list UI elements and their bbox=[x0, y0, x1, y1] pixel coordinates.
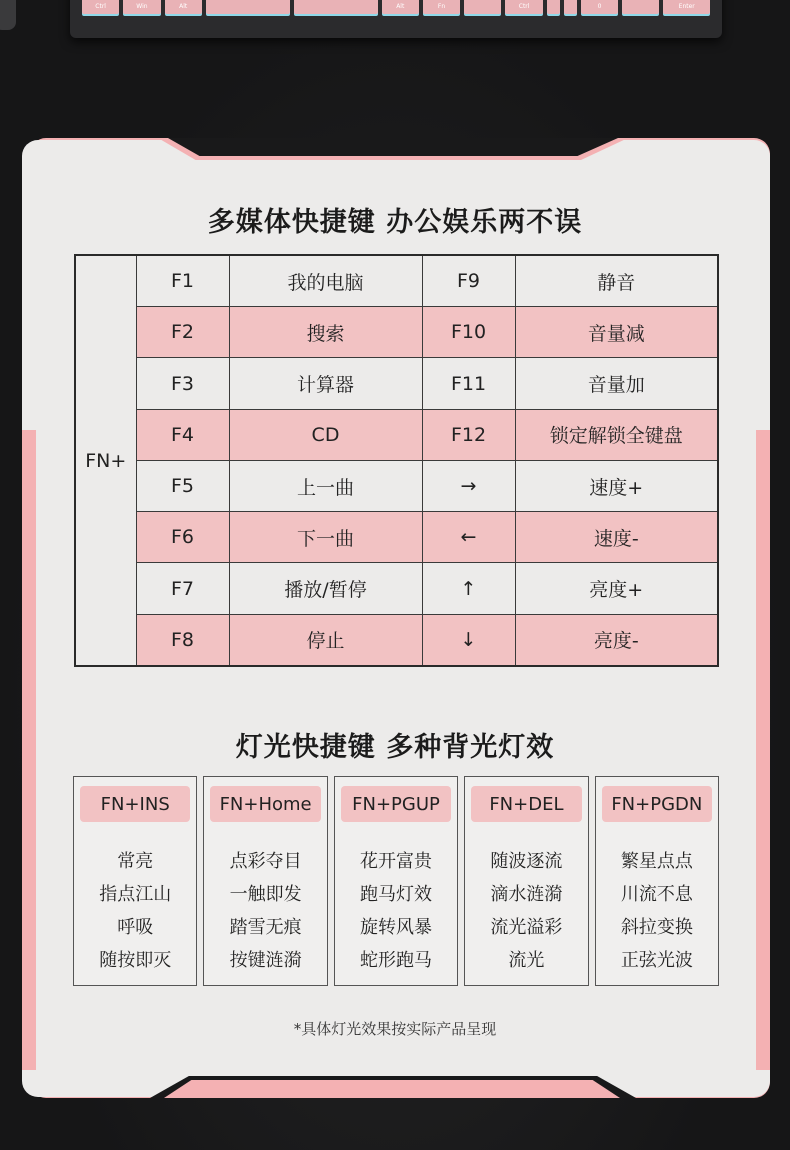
shortcut-function-cell: CD bbox=[229, 409, 422, 460]
keycap: Win bbox=[123, 0, 160, 14]
keycap: 0 bbox=[581, 0, 618, 14]
table-row bbox=[75, 307, 718, 358]
shortcut-function-cell: 音量加 bbox=[515, 358, 718, 409]
lighting-effect-list bbox=[335, 845, 457, 977]
shortcut-key-cell: F1 bbox=[136, 255, 229, 307]
table-row bbox=[75, 614, 718, 666]
keycap: Ctrl bbox=[82, 0, 119, 14]
lighting-shortcut-key: FN+PGDN bbox=[602, 786, 712, 822]
lighting-effect-list bbox=[74, 845, 196, 977]
shortcut-key-cell: F4 bbox=[136, 409, 229, 460]
multimedia-title: 多媒体快捷键 办公娱乐两不误 bbox=[207, 207, 583, 238]
list-item: 踏雪无痕 bbox=[229, 917, 302, 938]
list-item: 斜拉变换 bbox=[620, 917, 693, 938]
shortcut-function-cell: 速度+ bbox=[515, 460, 718, 511]
list-item: 呼吸 bbox=[117, 917, 154, 938]
list-item: 随按即灭 bbox=[99, 950, 172, 971]
card-top-notch-cutout bbox=[168, 138, 618, 156]
table-row bbox=[75, 460, 718, 511]
card-bottom-notch bbox=[164, 1080, 620, 1098]
list-item: 按键涟漪 bbox=[229, 950, 302, 971]
keycap: Alt bbox=[382, 0, 419, 14]
list-item: 正弦光波 bbox=[620, 950, 693, 971]
shortcut-function-cell: 速度- bbox=[515, 512, 718, 563]
list-item: 蛇形跑马 bbox=[360, 950, 433, 971]
shortcut-key-cell: F8 bbox=[136, 614, 229, 666]
disclaimer-note: *具体灯光效果按实际产品呈现 bbox=[293, 1020, 497, 1038]
lighting-effect-box bbox=[464, 776, 588, 986]
shortcut-key-cell: F10 bbox=[422, 307, 515, 358]
shortcut-function-cell: 我的电脑 bbox=[229, 255, 422, 307]
lighting-effect-box bbox=[334, 776, 458, 986]
shortcut-key-cell: F2 bbox=[136, 307, 229, 358]
lighting-title: 灯光快捷键 多种背光灯效 bbox=[235, 732, 555, 763]
shortcut-key-cell: → bbox=[422, 460, 515, 511]
list-item: 流光 bbox=[508, 950, 545, 971]
lighting-effect-box bbox=[595, 776, 719, 986]
list-item: 常亮 bbox=[117, 851, 154, 872]
keyboard-bottom-row bbox=[82, 0, 710, 14]
fn-modifier-label: FN+ bbox=[75, 255, 136, 666]
keycap: Ctrl bbox=[505, 0, 542, 14]
keycap bbox=[464, 0, 501, 14]
list-item: 繁星点点 bbox=[620, 851, 693, 872]
lighting-effects-grid bbox=[73, 776, 719, 986]
shortcut-key-cell: F9 bbox=[422, 255, 515, 307]
keycap bbox=[547, 0, 560, 14]
shortcut-key-cell: F12 bbox=[422, 409, 515, 460]
shortcut-key-cell: ← bbox=[422, 512, 515, 563]
shortcut-function-cell: 亮度+ bbox=[515, 563, 718, 614]
shortcut-function-cell: 锁定解锁全键盘 bbox=[515, 409, 718, 460]
list-item: 跑马灯效 bbox=[360, 884, 433, 905]
lighting-effect-box bbox=[73, 776, 197, 986]
list-item: 点彩夺目 bbox=[229, 851, 302, 872]
table-row bbox=[75, 512, 718, 563]
keycap: Fn bbox=[423, 0, 460, 14]
shortcut-key-cell: F5 bbox=[136, 460, 229, 511]
shortcut-function-cell: 上一曲 bbox=[229, 460, 422, 511]
table-row bbox=[75, 409, 718, 460]
list-item: 滴水涟漪 bbox=[490, 884, 563, 905]
lighting-shortcut-key: FN+Home bbox=[210, 786, 320, 822]
list-item: 花开富贵 bbox=[360, 851, 433, 872]
table-row bbox=[75, 255, 718, 307]
table-row bbox=[75, 358, 718, 409]
shortcut-function-cell: 静音 bbox=[515, 255, 718, 307]
shortcut-key-cell: F7 bbox=[136, 563, 229, 614]
shortcut-key-cell: ↓ bbox=[422, 614, 515, 666]
keycap: Enter bbox=[663, 0, 710, 14]
keycap: Alt bbox=[165, 0, 202, 14]
list-item: 随波逐流 bbox=[490, 851, 563, 872]
shortcut-function-cell: 音量减 bbox=[515, 307, 718, 358]
list-item: 指点江山 bbox=[99, 884, 172, 905]
keyboard-image bbox=[70, 0, 722, 38]
mouse-edge bbox=[0, 0, 16, 30]
lighting-shortcut-key: FN+DEL bbox=[471, 786, 581, 822]
shortcut-function-cell: 下一曲 bbox=[229, 512, 422, 563]
shortcut-function-cell: 亮度- bbox=[515, 614, 718, 666]
keycap bbox=[206, 0, 290, 14]
table-row bbox=[75, 563, 718, 614]
shortcut-key-cell: F3 bbox=[136, 358, 229, 409]
shortcut-key-cell: F6 bbox=[136, 512, 229, 563]
shortcut-function-cell: 停止 bbox=[229, 614, 422, 666]
lighting-effect-list bbox=[596, 845, 718, 977]
lighting-shortcut-key: FN+PGUP bbox=[341, 786, 451, 822]
keycap bbox=[564, 0, 577, 14]
lighting-effect-list bbox=[204, 845, 326, 977]
lighting-effect-box bbox=[203, 776, 327, 986]
list-item: 一触即发 bbox=[229, 884, 302, 905]
keycap bbox=[294, 0, 378, 14]
lighting-shortcut-key: FN+INS bbox=[80, 786, 190, 822]
list-item: 川流不息 bbox=[620, 884, 693, 905]
shortcut-function-cell: 计算器 bbox=[229, 358, 422, 409]
shortcut-function-cell: 播放/暂停 bbox=[229, 563, 422, 614]
list-item: 旋转风暴 bbox=[360, 917, 433, 938]
list-item: 流光溢彩 bbox=[490, 917, 563, 938]
multimedia-shortcut-table bbox=[74, 254, 719, 667]
keycap bbox=[622, 0, 659, 14]
lighting-effect-list bbox=[465, 845, 587, 977]
shortcut-key-cell: F11 bbox=[422, 358, 515, 409]
shortcut-function-cell: 搜索 bbox=[229, 307, 422, 358]
shortcut-key-cell: ↑ bbox=[422, 563, 515, 614]
